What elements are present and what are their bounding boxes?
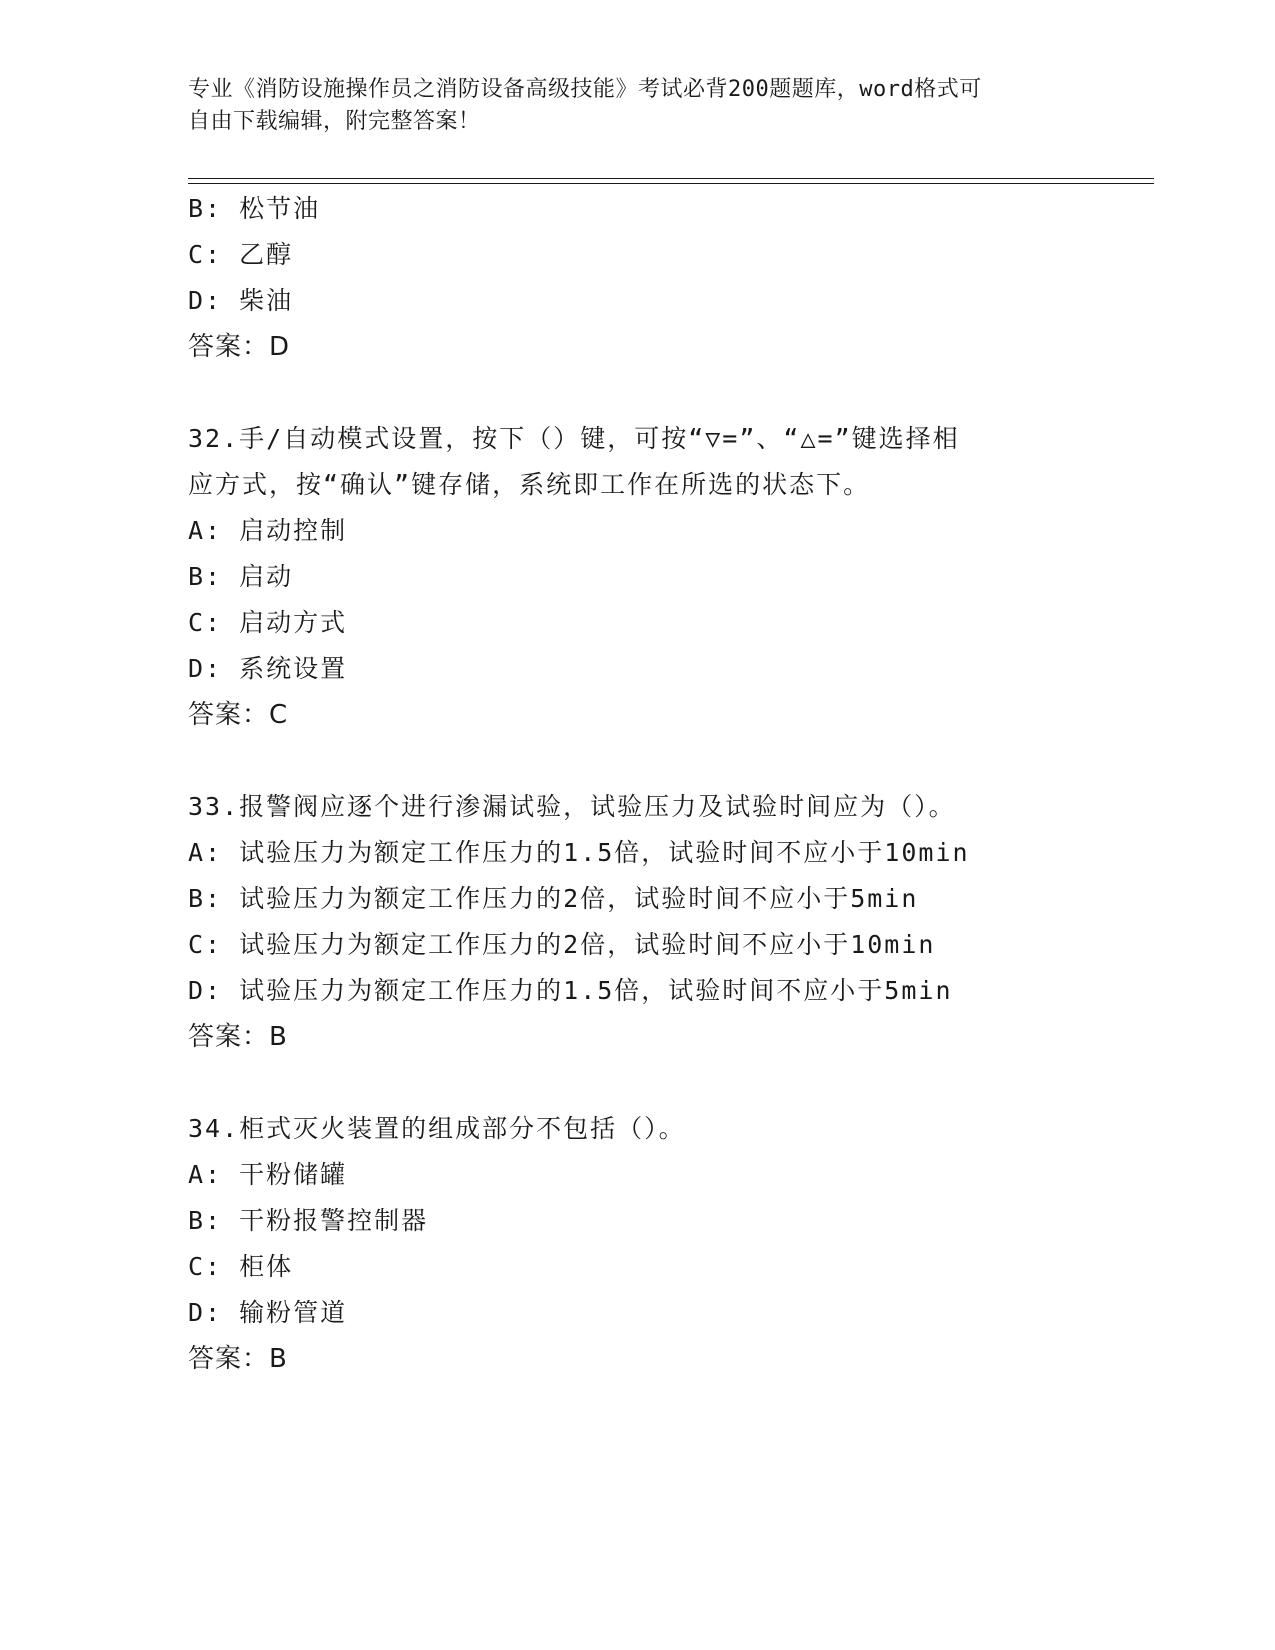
option-d: D: 输粉管道 xyxy=(188,1298,348,1327)
option-a: A: 试验压力为额定工作压力的1.5倍，试验时间不应小于10min xyxy=(188,838,970,867)
header-divider-top xyxy=(188,178,1154,179)
option-c: C: 试验压力为额定工作压力的2倍，试验时间不应小于10min xyxy=(188,930,936,959)
option-c: C: 柜体 xyxy=(188,1252,294,1281)
question-list xyxy=(188,186,1154,1382)
answer-line: 答案：B xyxy=(188,1022,288,1052)
question-31-continuation xyxy=(188,186,1154,370)
option-d: D: 柴油 xyxy=(188,286,294,315)
spacer xyxy=(188,1060,1154,1106)
option-b: B: 松节油 xyxy=(188,194,321,223)
option-b: B: 试验压力为额定工作压力的2倍，试验时间不应小于5min xyxy=(188,884,919,913)
question-stem-line: 应方式，按“确认”键存储，系统即工作在所选的状态下。 xyxy=(188,470,871,499)
option-c: C: 启动方式 xyxy=(188,608,348,637)
question-stem-line: 33.报警阀应逐个进行渗漏试验，试验压力及试验时间应为（）。 xyxy=(188,792,956,821)
option-b: B: 干粉报警控制器 xyxy=(188,1206,429,1235)
option-a: A: 启动控制 xyxy=(188,516,348,545)
question-33 xyxy=(188,784,1154,1060)
option-a: A: 干粉储罐 xyxy=(188,1160,348,1189)
answer-line: 答案：C xyxy=(188,700,289,730)
question-34 xyxy=(188,1106,1154,1382)
question-stem-line: 34.柜式灭火装置的组成部分不包括（）。 xyxy=(188,1114,686,1143)
header-line-1: 专业《消防设施操作员之消防设备高级技能》考试必背200题题库，word格式可 xyxy=(188,77,982,102)
header-line-2: 自由下载编辑，附完整答案！ xyxy=(188,109,481,134)
question-stem-line: 32.手/自动模式设置，按下（）键，可按“▽=”、“△=”键选择相 xyxy=(188,424,960,453)
option-d: D: 系统设置 xyxy=(188,654,348,683)
question-32 xyxy=(188,416,1154,738)
answer-line: 答案：B xyxy=(188,1344,288,1374)
option-c: C: 乙醇 xyxy=(188,240,294,269)
option-d: D: 试验压力为额定工作压力的1.5倍，试验时间不应小于5min xyxy=(188,976,953,1005)
document-header xyxy=(188,74,1088,138)
answer-line: 答案：D xyxy=(188,332,291,362)
spacer xyxy=(188,738,1154,784)
header-divider-bottom xyxy=(188,183,1154,184)
spacer xyxy=(188,370,1154,416)
option-b: B: 启动 xyxy=(188,562,294,591)
